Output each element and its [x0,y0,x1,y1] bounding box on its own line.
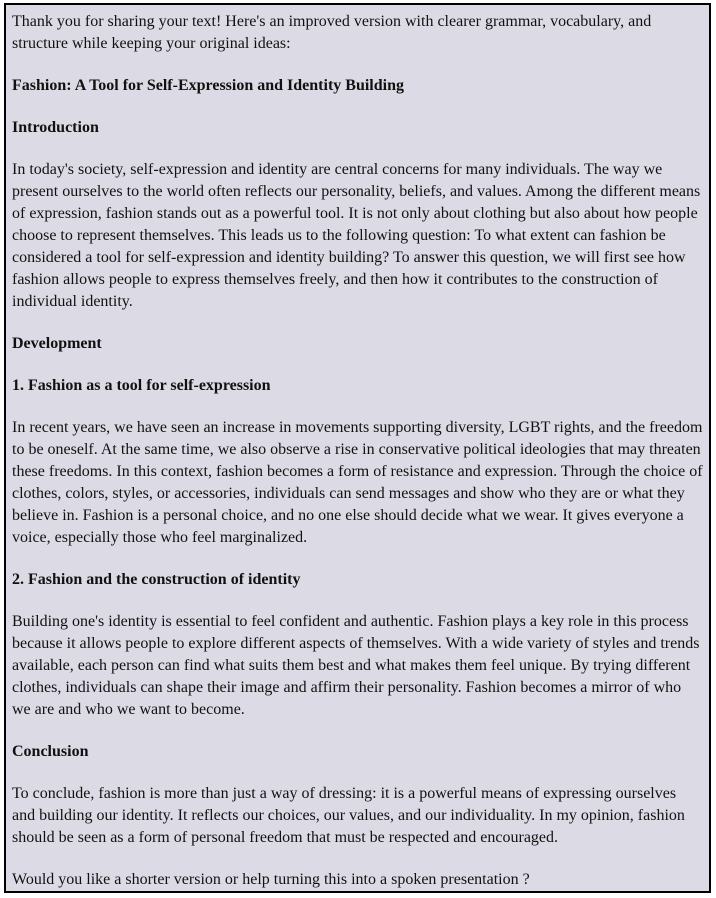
part1-heading: 1. Fashion as a tool for self-expression [12,377,271,394]
intro-text: Thank you for sharing your text! Here's an improved version with clearer grammar, vocabulary, and structure while keeping your original ideas: [12,13,652,52]
development-heading: Development [12,335,102,352]
part1-body: In recent years, we have seen an increase in movements supporting diversity, LGBT rights, and the freedom to be oneself. At the same time, we also observe a rise in conservative political ideologies that may threaten these freedoms. In this context, fashion becomes a form of resistance and expression. Through the choice of clothes, colors, styles, or accessories, individuals can send messages and show who they are or what they believe in. Fashion is a personal choice, and no one else should decide what we wear. It gives everyone a voice, especially those who feel marginalized. [12,419,703,546]
document-content [6,5,709,891]
essay-title: Fashion: A Tool for Self-Expression and Identity Building [12,77,404,94]
closing-question: Would you like a shorter version or help turning this into a spoken presentation ? [12,871,530,888]
conclusion-heading: Conclusion [12,743,89,760]
part2-body: Building one's identity is essential to feel confident and authentic. Fashion plays a key role in this process because it allows people to explore different aspects of themselves. With a wide variety of styles and trends available, each person can find what suits them best and what makes them feel unique. By trying different clothes, individuals can shape their image and affirm their personality. Fashion becomes a mirror of who we are and who we want to become. [12,613,700,718]
introduction-body: In today's society, self-expression and identity are central concerns for many individuals. The way we present ourselves to the world often reflects our personality, beliefs, and values. Among the different means of expression, fashion stands out as a powerful tool. It is not only about clothing but also about how people choose to represent themselves. This leads us to the following question: To what extent can fashion be considered a tool for self-expression and identity building? To answer this question, we will first see how fashion allows people to express themselves freely, and then how it contributes to the construction of individual identity. [12,161,701,310]
response-document [4,3,711,893]
conclusion-body: To conclude, fashion is more than just a way of dressing: it is a powerful means of expressing ourselves and building our identity. It reflects our choices, our values, and our individuality. In my opinion, fashion should be seen as a form of personal freedom that must be respected and encouraged. [12,785,685,846]
introduction-heading: Introduction [12,119,99,136]
part2-heading: 2. Fashion and the construction of identity [12,571,301,588]
